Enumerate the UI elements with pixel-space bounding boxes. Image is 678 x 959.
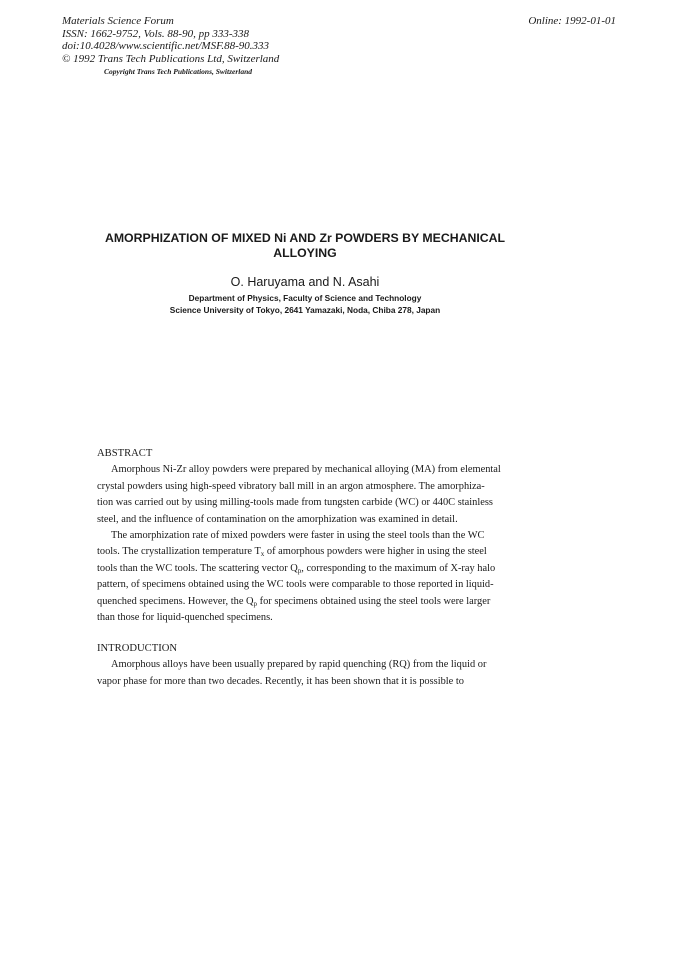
text-run: tools. The crystallization temperature T bbox=[97, 546, 261, 558]
copyright-notice: Copyright Trans Tech Publications, Switzerland bbox=[104, 67, 253, 76]
abstract-line: The amorphization rate of mixed powders were faster in using the steel tools than the WC bbox=[111, 530, 485, 542]
affiliation bbox=[60, 292, 550, 316]
abstract-line: steel, and the influence of contamination on the amorphization was examined in detail. bbox=[97, 513, 458, 525]
doi-line: doi:10.4028/www.scientific.net/MSF.88-90.333 bbox=[62, 40, 270, 52]
paper-title bbox=[60, 231, 550, 261]
text-run: quenched specimens. However, the Q bbox=[97, 595, 254, 607]
introduction-heading: INTRODUCTION bbox=[97, 643, 178, 654]
publisher-line: © 1992 Trans Tech Publications Ltd, Switzerland bbox=[62, 52, 280, 65]
abstract-line bbox=[97, 544, 513, 560]
issn-line: ISSN: 1662-9752, Vols. 88-90, pp 333-338 bbox=[62, 27, 249, 40]
text-run: of amorphous powders were higher in using the steel bbox=[264, 546, 487, 558]
affiliation-line: Science University of Tokyo, 2641 Yamazaki, Noda, Chiba 278, Japan bbox=[169, 305, 441, 315]
publication-metadata bbox=[62, 15, 279, 65]
introduction-section bbox=[97, 641, 513, 690]
abstract-line: than those for liquid-quenched specimens. bbox=[97, 612, 273, 624]
abstract-section bbox=[97, 446, 513, 626]
affiliation-line: Department of Physics, Faculty of Science and Technology bbox=[188, 293, 422, 303]
abstract-line bbox=[97, 594, 513, 610]
title-line: AMORPHIZATION OF MIXED Ni AND Zr POWDERS BY MECHANICAL bbox=[104, 231, 506, 245]
abstract-line: Amorphous Ni-Zr alloy powders were prepared by mechanical alloying (MA) from elemental bbox=[111, 464, 501, 476]
text-run: tools than the WC tools. The scattering vector Q bbox=[97, 562, 298, 574]
introduction-line: vapor phase for more than two decades. Recently, it has been shown that it is possible to bbox=[97, 675, 464, 687]
subscript: p bbox=[297, 566, 302, 575]
abstract-line: pattern, of specimens obtained using the WC tools were comparable to those reported in liquid- bbox=[97, 579, 494, 591]
title-line: ALLOYING bbox=[273, 246, 337, 260]
online-date: Online: 1992-01-01 bbox=[528, 15, 616, 27]
journal-name: Materials Science Forum bbox=[62, 15, 174, 27]
introduction-line: Amorphous alloys have been usually prepared by rapid quenching (RQ) from the liquid or bbox=[111, 659, 487, 671]
abstract-line bbox=[97, 561, 513, 577]
text-run: , corresponding to the maximum of X-ray halo bbox=[301, 562, 496, 574]
abstract-heading: ABSTRACT bbox=[97, 448, 153, 459]
abstract-line: tion was carried out by using milling-tools made from tungsten carbide (WC) or 440C stainless bbox=[97, 497, 493, 509]
abstract-line: crystal powders using high-speed vibratory ball mill in an argon atmosphere. The amorphiza- bbox=[97, 480, 485, 492]
authors: O. Haruyama and N. Asahi bbox=[230, 275, 380, 289]
text-run: for specimens obtained using the steel tools were larger bbox=[257, 595, 491, 607]
subscript: x bbox=[260, 550, 265, 559]
subscript: p bbox=[253, 599, 258, 608]
